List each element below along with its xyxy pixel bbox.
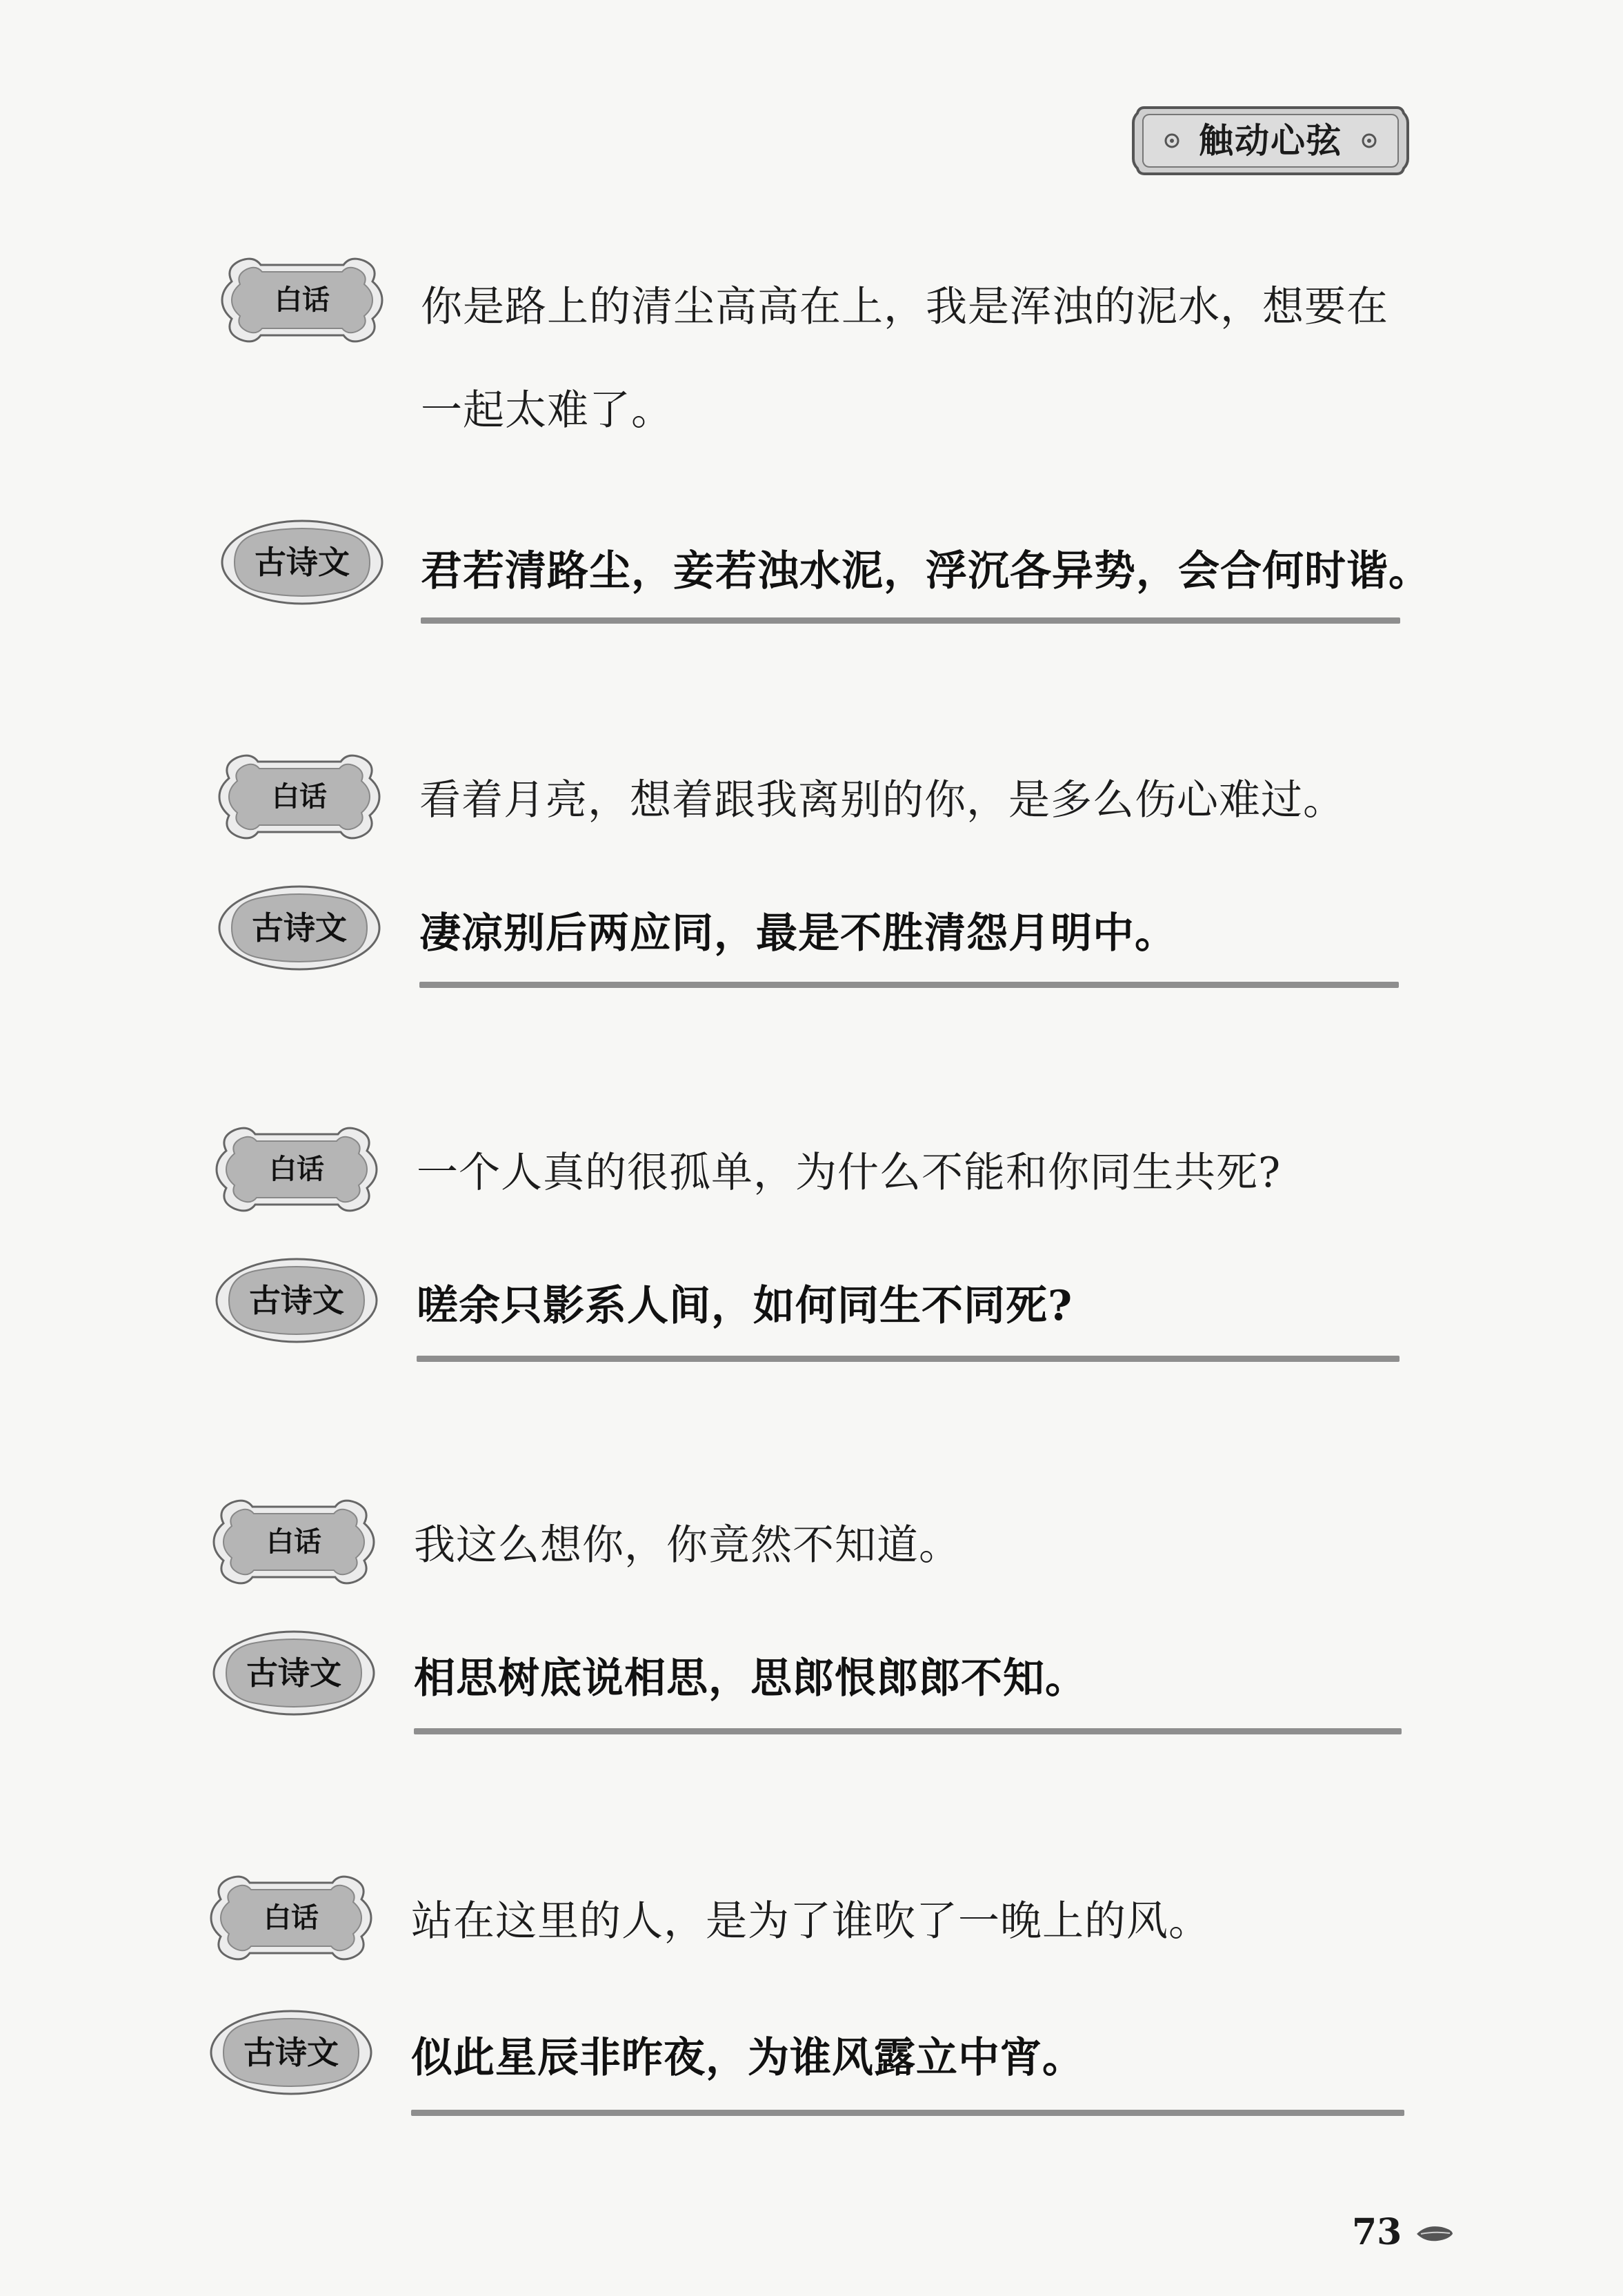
vernacular-badge (211, 1497, 377, 1587)
vernacular-badge (208, 1873, 374, 1963)
divider-rule (421, 617, 1400, 624)
classical-text: 相思树底说相思，思郎恨郎郎不知。 (414, 1654, 1087, 1703)
vernacular-text: 你是路上的清尘高高在上，我是浑浊的泥水，想要在一起太难了。 (421, 283, 1388, 435)
classical-text: 君若清路尘，妾若浊水泥，浮沉各异势，会合何时谐。 (421, 547, 1431, 595)
vernacular-badge-label: 白话 (263, 1902, 319, 1934)
classical-badge (217, 883, 382, 973)
classical-text: 似此星辰非昨夜，为谁风露立中宵。 (411, 2034, 1084, 2082)
classical-badge (214, 1256, 379, 1345)
leaf-icon (1414, 2223, 1455, 2244)
divider-rule (411, 2110, 1404, 2116)
vernacular-badge-label: 白话 (266, 1526, 321, 1558)
vernacular-text: 我这么想你，你竟然不知道。 (414, 1521, 961, 1570)
vernacular-text: 一个人真的很孤单，为什么不能和你同生共死? (417, 1149, 1282, 1197)
vernacular-text: 看着月亮，想着跟我离别的你，是多么伤心难过。 (419, 776, 1345, 824)
classical-badge (219, 517, 385, 607)
section-title: 触动心弦 (1199, 121, 1342, 161)
classical-badge-label: 古诗文 (255, 544, 350, 581)
vernacular-badge-label: 白话 (269, 1154, 324, 1185)
classical-badge (211, 1628, 377, 1718)
classical-badge-label: 古诗文 (252, 909, 347, 947)
vernacular-badge (219, 255, 385, 345)
classical-badge (208, 2008, 374, 2097)
classical-badge-label: 古诗文 (243, 2034, 339, 2071)
divider-rule (419, 982, 1399, 988)
divider-rule (414, 1728, 1402, 1734)
classical-badge-label: 古诗文 (249, 1282, 344, 1319)
section-header-tag (1129, 103, 1412, 178)
classical-text: 嗟余只影系人间，如何同生不同死? (417, 1282, 1073, 1330)
vernacular-badge (217, 752, 382, 842)
vernacular-badge-label: 白话 (275, 284, 330, 316)
vernacular-badge-label: 白话 (272, 781, 327, 813)
vernacular-text: 站在这里的人，是为了谁吹了一晚上的风。 (411, 1897, 1211, 1946)
vernacular-badge (214, 1125, 379, 1214)
classical-text: 凄凉别后两应同，最是不胜清怨月明中。 (419, 909, 1177, 958)
classical-badge-label: 古诗文 (246, 1654, 341, 1692)
page-number: 73 (1352, 2211, 1402, 2253)
divider-rule (417, 1356, 1400, 1362)
